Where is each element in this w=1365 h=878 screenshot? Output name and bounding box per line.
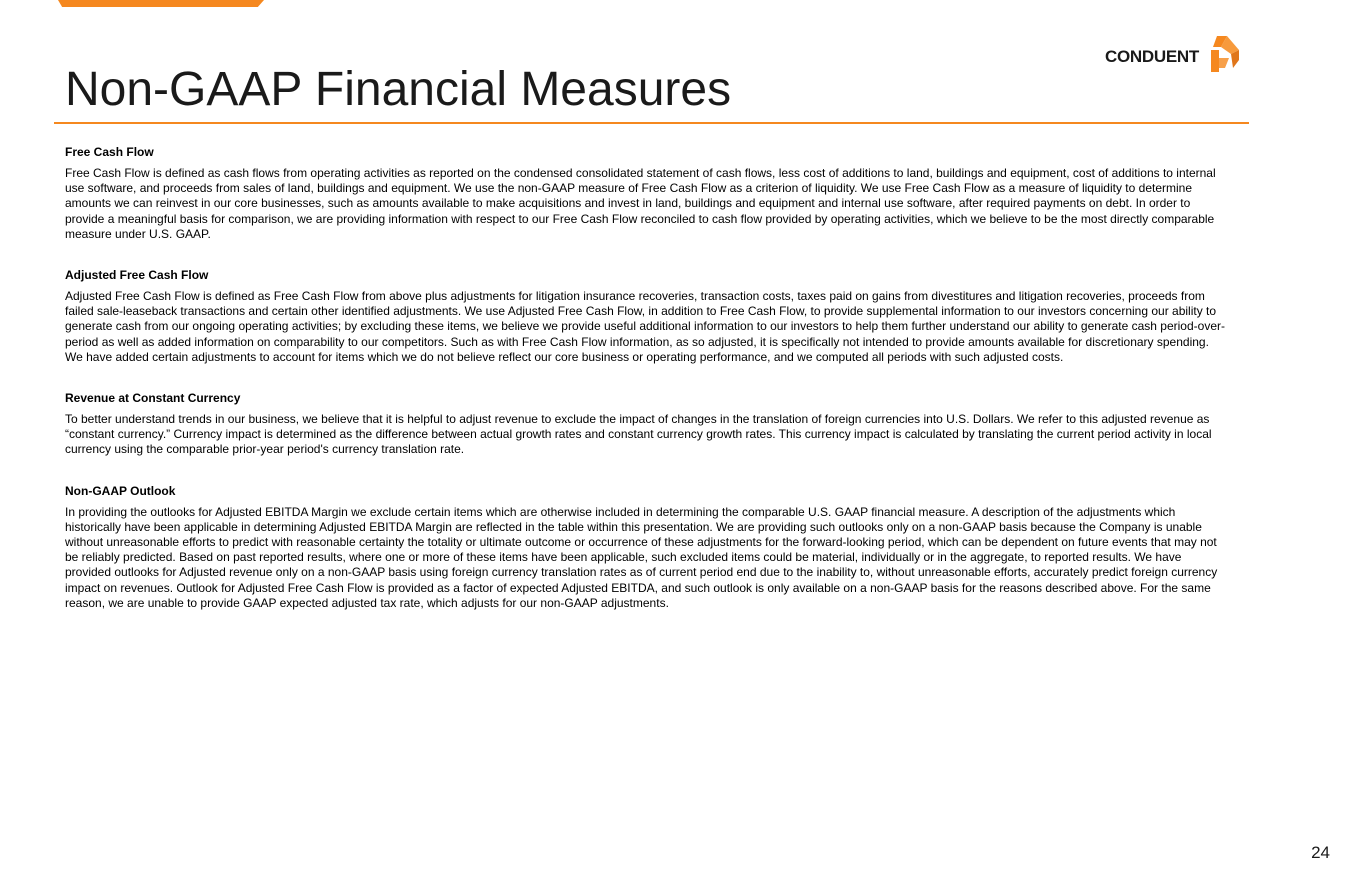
- section-revenue-constant-currency: [65, 391, 1230, 458]
- top-accent-bar: [58, 0, 264, 7]
- section-body: Adjusted Free Cash Flow is defined as Free Cash Flow from above plus adjustments for litigation insurance recoveries, transaction costs, taxes paid on gains from divestitures and litigation recoveries, proceeds from failed sale-leaseback transactions and certain other identified adjustments. We use Adjusted Free Cash Flow, in addition to Free Cash Flow, to provide supplemental information to our investors concerning our ability to generate cash from our ongoing operating activities; by excluding these items, we believe we provide useful additional information to our investors to help them further understand our ability to generate cash period-over-period as well as added information on comparability to our competitors. Such as with Free Cash Flow information, as so adjusted, it is specifically not intended to provide amounts available for discretionary spending. We have added certain adjustments to account for items which we do not believe reflect our core business or operating performance, and we computed all periods with such adjusted costs.: [65, 289, 1225, 364]
- section-heading: Adjusted Free Cash Flow: [65, 268, 209, 283]
- page-number: 24: [1311, 843, 1330, 862]
- section-adjusted-free-cash-flow: [65, 268, 1230, 365]
- section-body: Free Cash Flow is defined as cash flows from operating activities as reported on the condensed consolidated statement of cash flows, less cost of additions to land, buildings and equipment, cost of additions to internal use software, and proceeds from sales of land, buildings and equipment. We use the non-GAAP measure of Free Cash Flow as a criterion of liquidity. We use Free Cash Flow as a measure of liquidity to determine amounts we can reinvest in our core businesses, such as amounts available to make acquisitions and invest in land, buildings and equipment and internal use software, after required payments on debt. In order to provide a meaningful basis for comparison, we are providing information with respect to our Free Cash Flow reconciled to cash flow provided by operating activities, which we believe to be the most directly comparable measure under U.S. GAAP.: [65, 166, 1216, 241]
- section-body: In providing the outlooks for Adjusted EBITDA Margin we exclude certain items which are otherwise included in determining the comparable U.S. GAAP financial measure. A description of the adjustments which historically have been applicable in determining Adjusted EBITDA Margin are reflected in the table within this presentation. We are providing such outlooks only on a non-GAAP basis because the Company is unable without unreasonable efforts to predict with reasonable certainty the totality or ultimate outcome or occurrence of these adjustments for the forward-looking period, which can be dependent on future events that may not be reliably predicted. Based on past reported results, where one or more of these items have been applicable, such excluded items could be material, individually or in the aggregate, to reported results. We have provided outlooks for Adjusted revenue only on a non-GAAP basis using foreign currency translation rates as of current period end due to the inability to, without unreasonable efforts, accurately predict foreign currency impact on revenues. Outlook for Adjusted Free Cash Flow is provided as a factor of expected Adjusted EBITDA, and such outlook is only available on a non-GAAP basis for the reasons described above. For the same reason, we are unable to provide GAAP expected adjusted tax rate, which adjusts for our non-GAAP adjustments.: [65, 504, 1218, 610]
- page-title: Non-GAAP Financial Measures: [65, 63, 732, 116]
- section-heading: Revenue at Constant Currency: [65, 391, 241, 406]
- content-area: [65, 145, 1230, 637]
- section-non-gaap-outlook: [65, 484, 1230, 611]
- logo-wordmark: CONDUENT: [1105, 46, 1199, 66]
- conduent-logo-icon: [1205, 34, 1245, 74]
- title-divider: [54, 122, 1249, 124]
- company-logo: [1105, 34, 1245, 74]
- section-body: To better understand trends in our business, we believe that it is helpful to adjust revenue to exclude the impact of changes in the translation of foreign currencies into U.S. Dollars. We refer to this adjusted revenue as “constant currency.” Currency impact is determined as the difference between actual growth rates and constant currency growth rates. This currency impact is calculated by translating the current period activity in local currency using the comparable prior-year period's currency translation rate.: [65, 412, 1212, 457]
- section-heading: Non-GAAP Outlook: [65, 483, 176, 498]
- section-heading: Free Cash Flow: [65, 145, 154, 159]
- section-free-cash-flow: [65, 145, 1230, 242]
